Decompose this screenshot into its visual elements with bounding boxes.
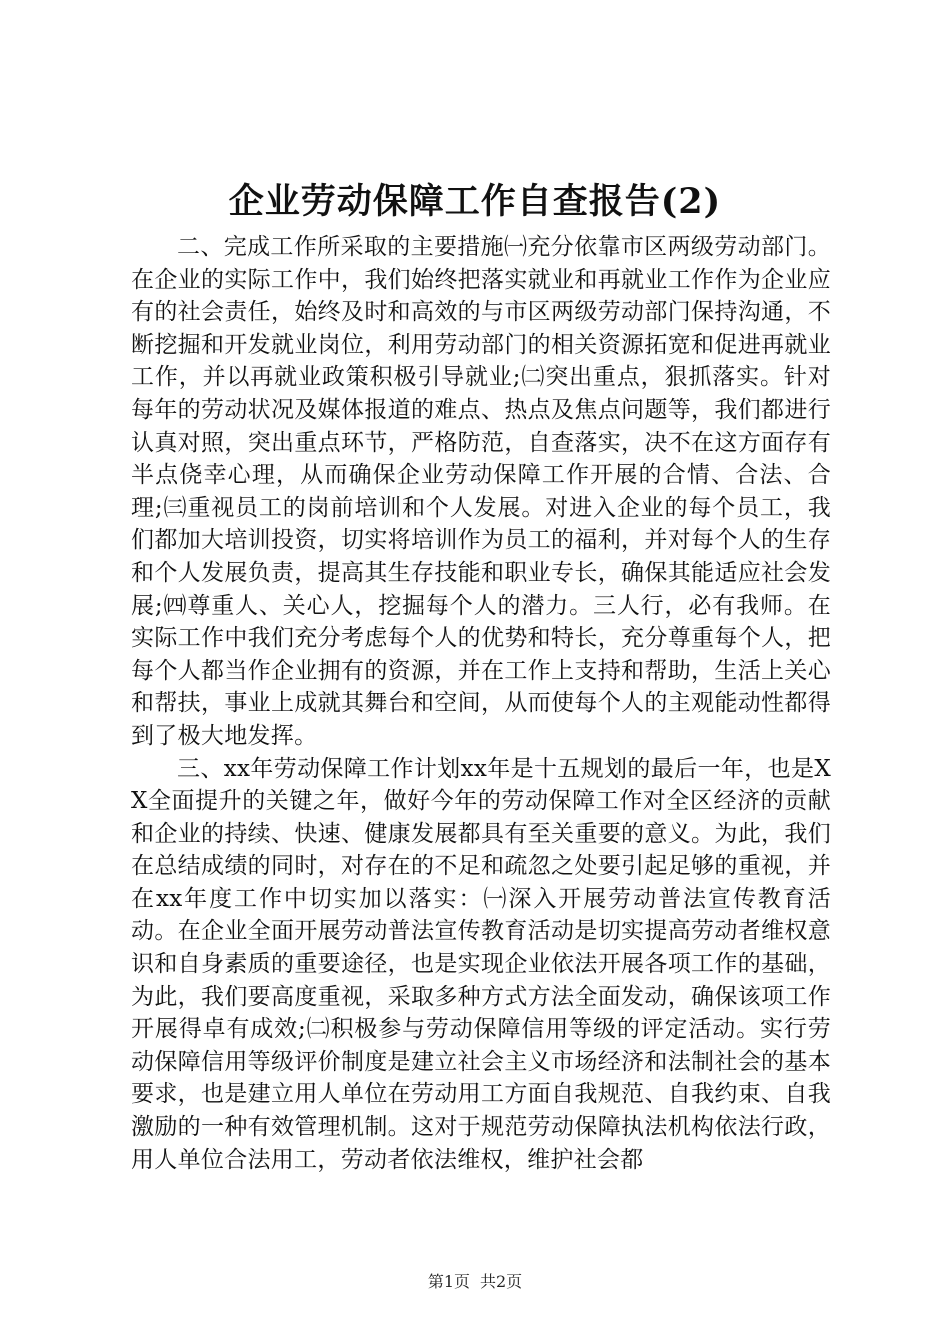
document-body xyxy=(131,231,831,1176)
page-total: 共2页 xyxy=(480,1272,523,1291)
page-footer xyxy=(0,1271,950,1293)
document-title: 企业劳动保障工作自查报告(2) xyxy=(228,181,722,222)
page-number: 第1页 xyxy=(427,1272,470,1291)
paragraph-measures: 二、完成工作所采取的主要措施㈠充分依靠市区两级劳动部门。在企业的实际工作中，我们始终把落实就业和再就业工作作为企业应有的社会责任，始终及时和高效的与市区两级劳动部门保持沟通，不断挖掘和开发就业岗位，利用劳动部门的相关资源拓宽和促进再就业工作，并以再就业政策积极引导就业;㈡突出重点，狠抓落实。针对每年的劳动状况及媒体报道的难点、热点及焦点问题等，我们都进行认真对照，突出重点环节，严格防范，自查落实，决不在这方面存有半点侥幸心理，从而确保企业劳动保障工作开展的合情、合法、合理;㈢重视员工的岗前培训和个人发展。对进入企业的每个员工，我们都加大培训投资，切实将培训作为员工的福利，并对每个人的生存和个人发展负责，提高其生存技能和职业专长，确保其能适应社会发展;㈣尊重人、关心人，挖掘每个人的潜力。三人行，必有我师。在实际工作中我们充分考虑每个人的优势和特长，充分尊重每个人，把每个人都当作企业拥有的资源，并在工作上支持和帮助，生活上关心和帮扶，事业上成就其舞台和空间，从而使每个人的主观能动性都得到了极大地发挥。 xyxy=(131,234,831,749)
paragraph-plan: 三、xx年劳动保障工作计划xx年是十五规划的最后一年，也是XX全面提升的关键之年，做好今年的劳动保障工作对全区经济的贡献和企业的持续、快速、健康发展都具有至关重要的意义。为此，我们在总结成绩的同时，对存在的不足和疏忽之处要引起足够的重视，并在xx年度工作中切实加以落实：㈠深入开展劳动普法宣传教育活动。在企业全面开展劳动普法宣传教育活动是切实提高劳动者维权意识和自身素质的重要途径，也是实现企业依法开展各项工作的基础，为此，我们要高度重视，采取多种方式方法全面发动，确保该项工作开展得卓有成效;㈡积极参与劳动保障信用等级的评定活动。实行劳动保障信用等级评价制度是建立社会主义市场经济和法制社会的基本要求，也是建立用人单位在劳动用工方面自我规范、自我约束、自我激励的一种有效管理机制。这对于规范劳动保障执法机构依法行政，用人单位合法用工，劳动者依法维权，维护社会都 xyxy=(131,755,831,1173)
